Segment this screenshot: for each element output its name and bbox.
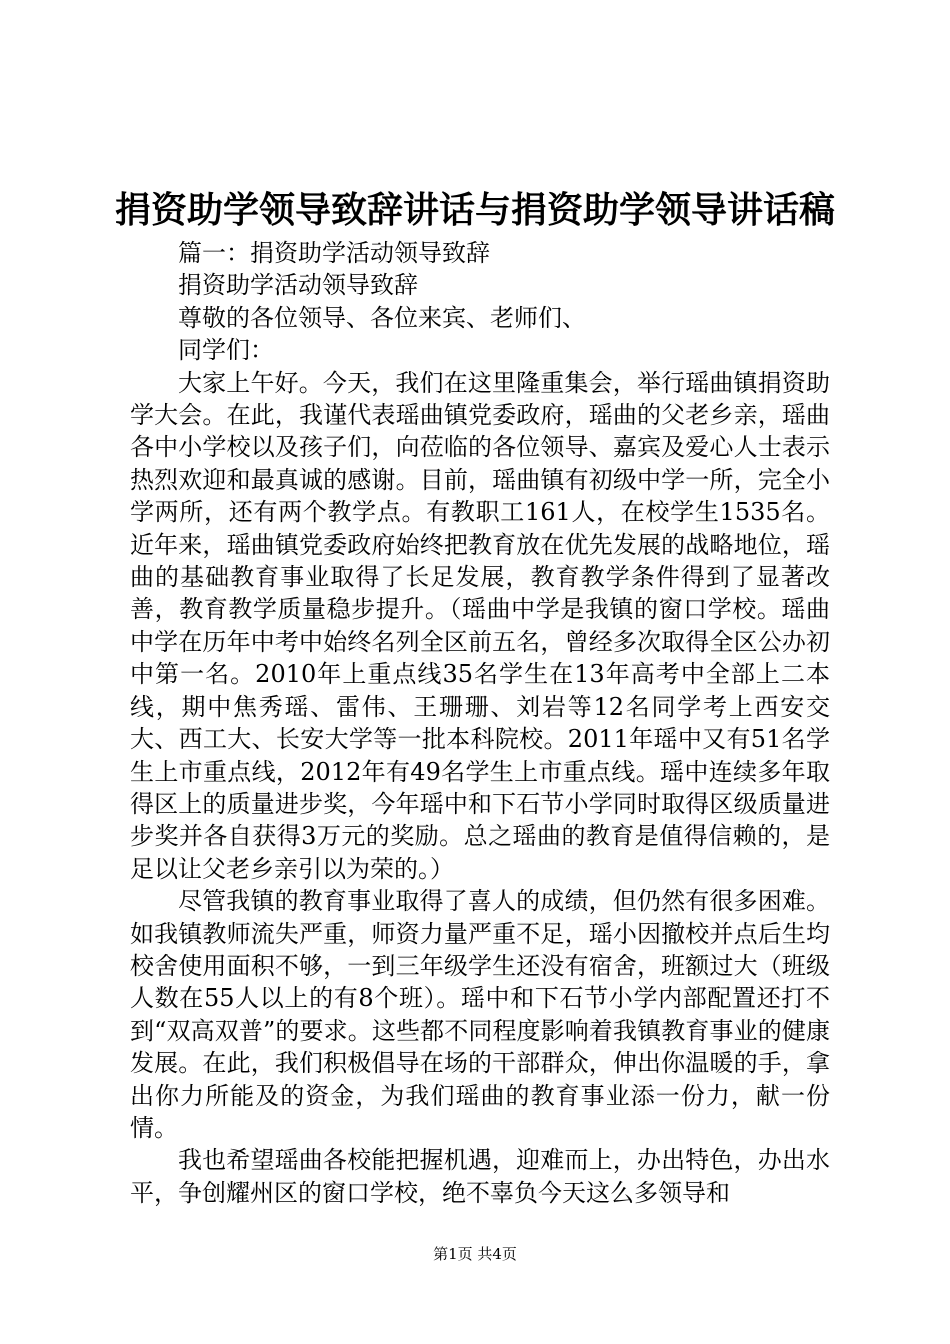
salutation: 尊敬的各位领导、各位来宾、老师们、 <box>178 303 586 332</box>
section-heading: 篇一：捐资助学活动领导致辞 <box>178 239 490 267</box>
salutation-continued: 同学们： <box>178 336 274 365</box>
document-title: 捐资助学领导致辞讲话与捐资助学领导讲话稿 <box>114 189 835 231</box>
paragraph-2: 尽管我镇的教育事业取得了喜人的成绩，但仍然有很多困难。如我镇教师流失严重，师资力量严重不足，瑶小因撤校并点后生均校舍使用面积不够，一到三年级学生还没有宿舍，班额过大（班级人数在55人以上的有8个班）。瑶中和下石节小学内部配置还打不到“双高双普”的要求。这些都不同程度影响着我镇教育事业的健康发展。在此，我们积极倡导在场的干部群众，伸出你温暖的手，拿出你力所能及的资金，为我们瑶曲的教育事业添一份力，献一份情。 <box>130 887 830 1142</box>
speech-title: 捐资助学活动领导致辞 <box>178 271 418 300</box>
paragraph-3: 我也希望瑶曲各校能把握机遇，迎难而上，办出特色，办出水平，争创耀州区的窗口学校，绝不辜负今天这么多领导和 <box>130 1146 830 1207</box>
document-body <box>130 237 830 1209</box>
page-number-footer: 第1页 共4页 <box>433 1245 517 1263</box>
paragraph-1: 大家上午好。今天，我们在这里隆重集会，举行瑶曲镇捐资助学大会。在此，我谨代表瑶曲镇党委政府，瑶曲的父老乡亲，瑶曲各中小学校以及孩子们，向莅临的各位领导、嘉宾及爱心人士表示热烈欢迎和最真诚的感谢。目前，瑶曲镇有初级中学一所，完全小学两所，还有两个教学点。有教职工161人，在校学生1535名。近年来，瑶曲镇党委政府始终把教育放在优先发展的战略地位，瑶曲的基础教育事业取得了长足发展，教育教学条件得到了显著改善，教育教学质量稳步提升。（瑶曲中学是我镇的窗口学校。瑶曲中学在历年中考中始终名列全区前五名，曾经多次取得全区公办初中第一名。2010年上重点线35名学生在13年高考中全部上二本线，期中焦秀瑶、雷伟、王珊珊、刘岩等12名同学考上西安交大、西工大、长安大学等一批本科院校。2011年瑶中又有51名学生上市重点线，2012年有49名学生上市重点线。瑶中连续多年取得区上的质量进步奖，今年瑶中和下石节小学同时取得区级质量进步奖并各自获得3万元的奖励。总之瑶曲的教育是值得信赖的，是足以让父老乡亲引以为荣的。） <box>130 368 830 883</box>
